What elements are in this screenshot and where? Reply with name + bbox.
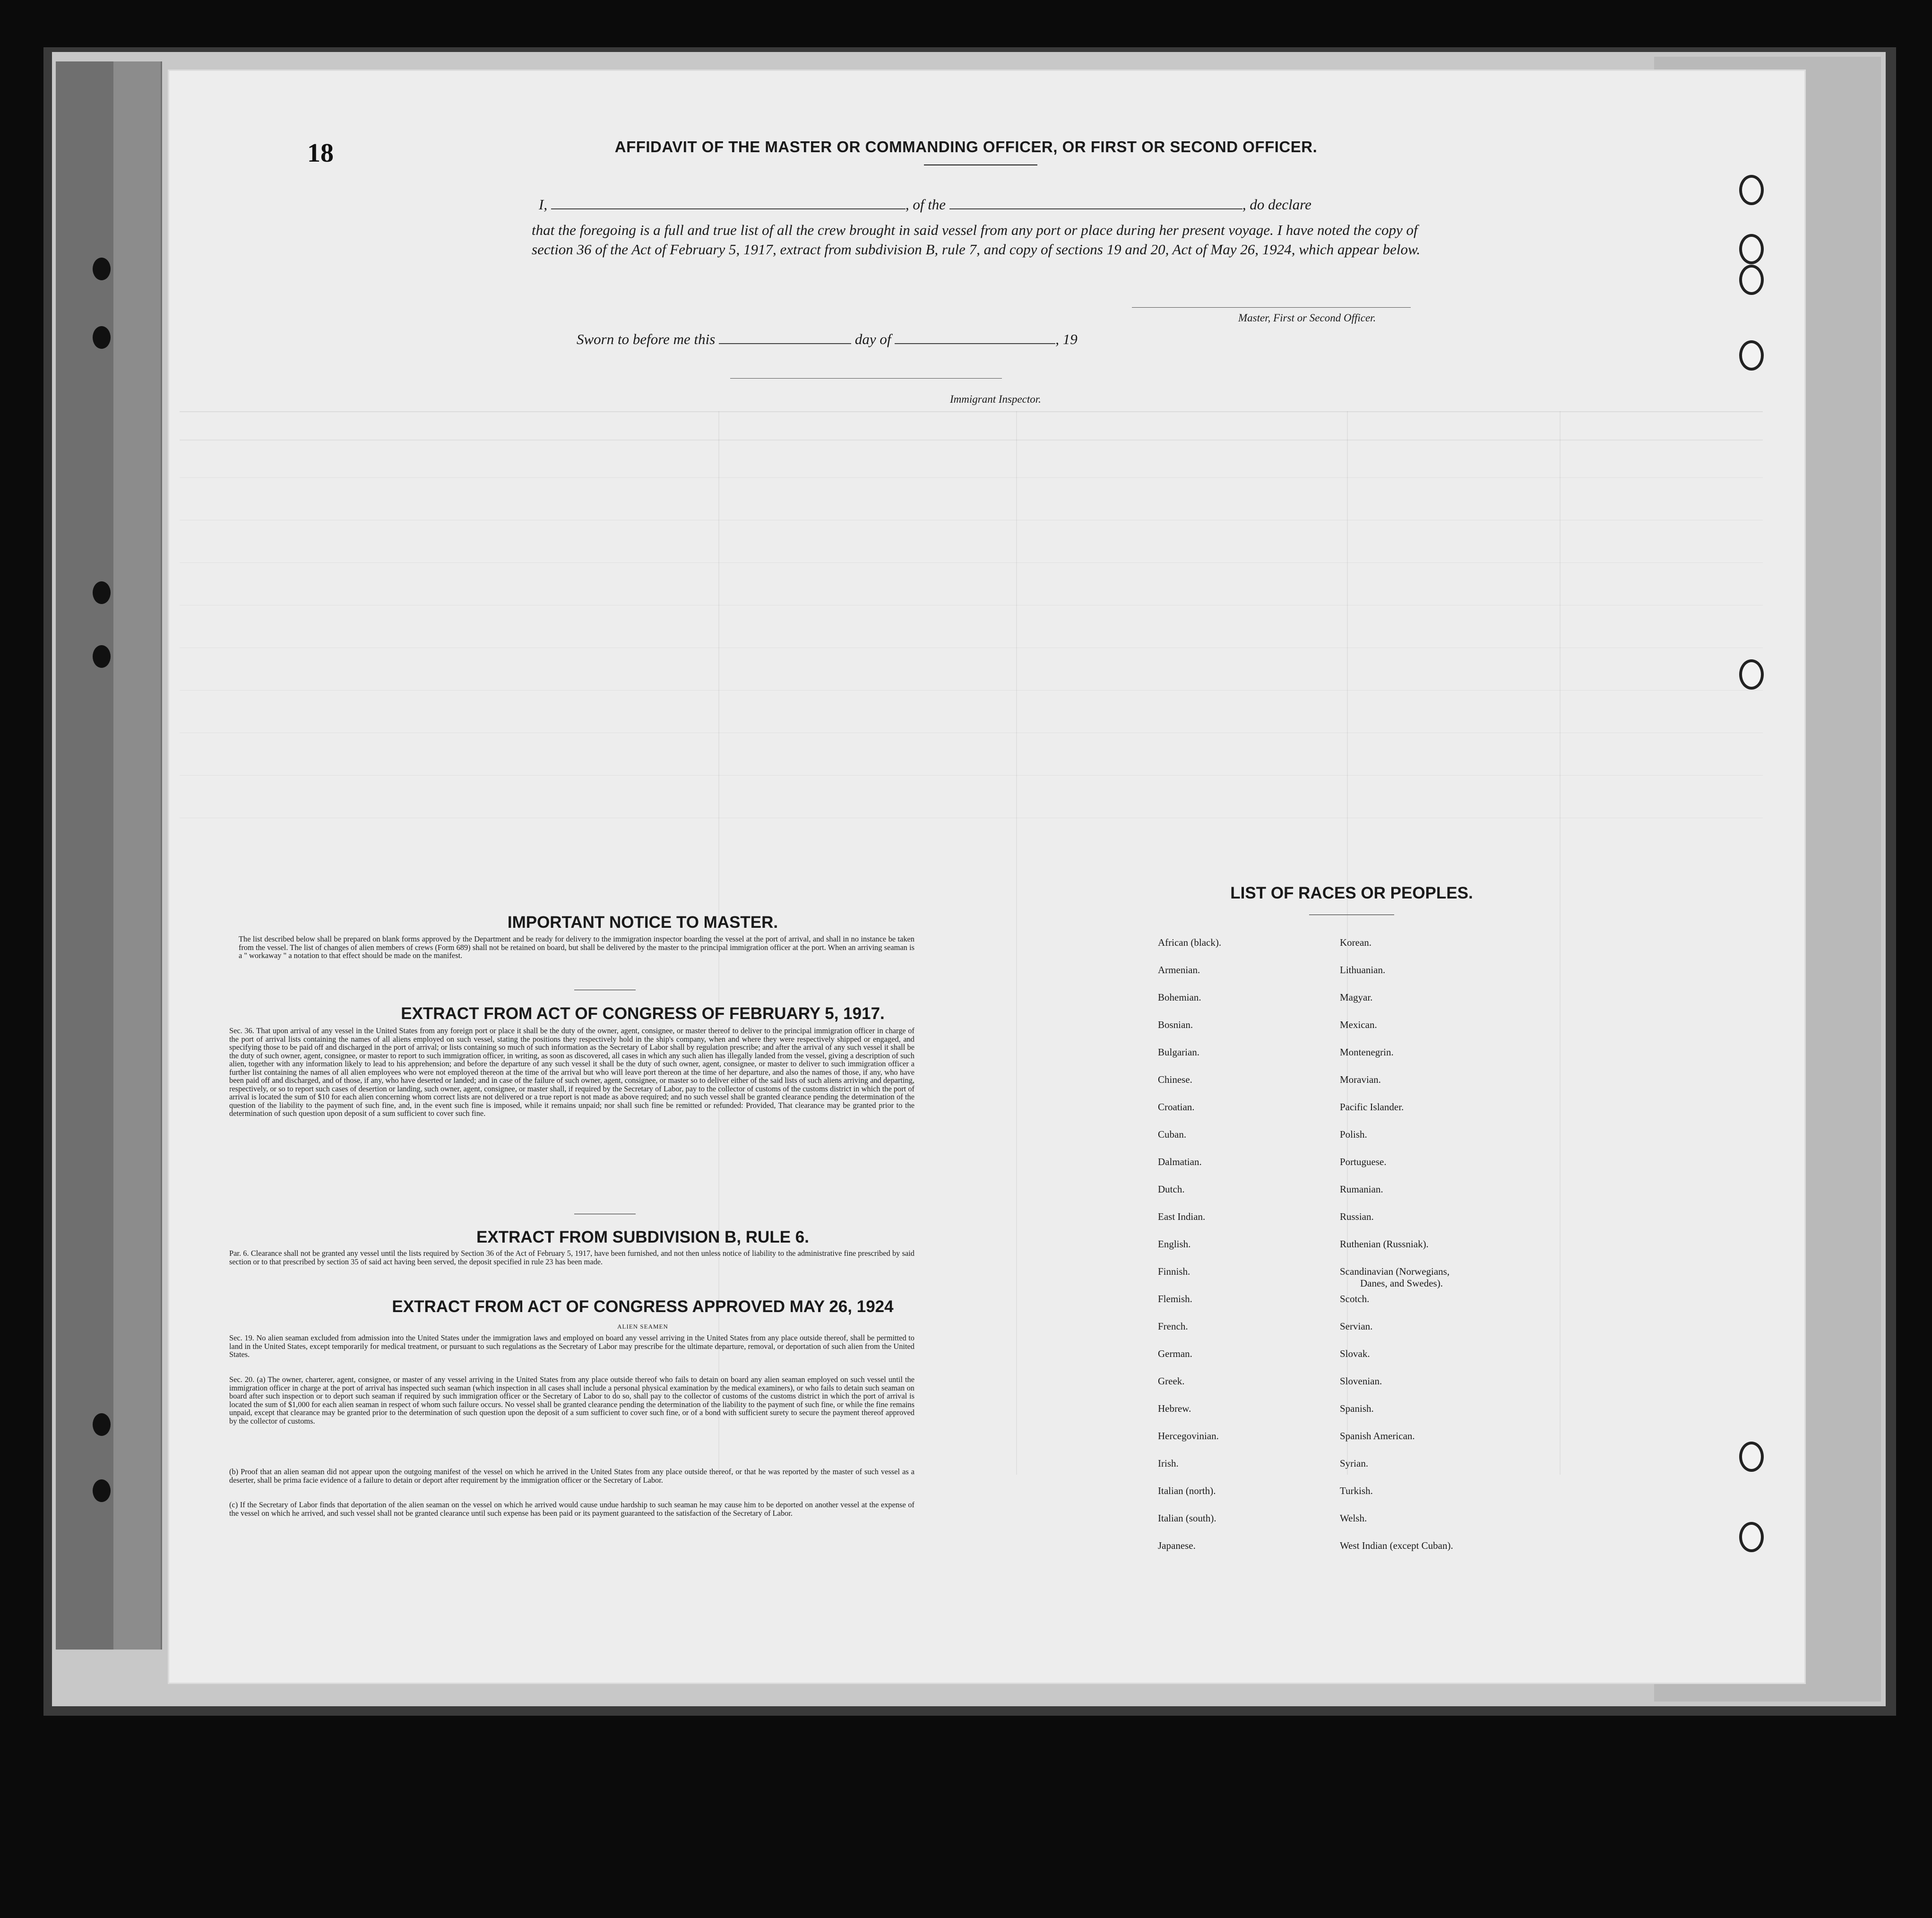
- race-item: Hercegovinian.: [1158, 1430, 1219, 1442]
- race-item: Polish.: [1340, 1129, 1367, 1140]
- race-item: Japanese.: [1158, 1540, 1196, 1551]
- punch-hole-icon: [1739, 1442, 1764, 1472]
- race-item: Turkish.: [1340, 1485, 1373, 1496]
- binding-strip-inner: [113, 61, 161, 1650]
- race-item: Spanish.: [1340, 1403, 1374, 1414]
- race-item: Italian (south).: [1158, 1512, 1216, 1524]
- race-item: Flemish.: [1158, 1293, 1192, 1305]
- binding-hole-icon: [93, 258, 111, 280]
- race-item: Slovak.: [1340, 1348, 1370, 1359]
- race-item: Chinese.: [1158, 1074, 1192, 1085]
- binding-hole-icon: [93, 645, 111, 668]
- race-item: Dalmatian.: [1158, 1156, 1202, 1167]
- manifest-page: [169, 71, 1804, 1683]
- race-item: West Indian (except Cuban).: [1340, 1540, 1453, 1551]
- race-item: Croatian.: [1158, 1101, 1195, 1113]
- extract-1924-subtitle: ALIEN SEAMEN: [617, 1323, 668, 1330]
- race-item: Scotch.: [1340, 1293, 1370, 1305]
- punch-hole-icon: [1739, 340, 1764, 371]
- race-item: Irish.: [1158, 1458, 1179, 1469]
- extract-1924-title: EXTRACT FROM ACT OF CONGRESS APPROVED MAY 26, 1924: [392, 1297, 894, 1316]
- race-item: Portuguese.: [1340, 1156, 1387, 1167]
- race-item: Lithuanian.: [1340, 964, 1386, 976]
- race-item: Rumanian.: [1340, 1184, 1383, 1195]
- sworn-line: [577, 331, 1078, 348]
- race-item: African (black).: [1158, 937, 1222, 948]
- race-item: Russian.: [1340, 1211, 1374, 1222]
- race-item: Hebrew.: [1158, 1403, 1191, 1414]
- race-item: Servian.: [1340, 1321, 1373, 1332]
- race-item: Cuban.: [1158, 1129, 1187, 1140]
- affidavit-title: AFFIDAVIT OF THE MASTER OR COMMANDING OFFICER, OR FIRST OR SECOND OFFICER.: [614, 138, 1318, 156]
- vessel-blank[interactable]: [949, 208, 1242, 209]
- extract-1924-sec20c: (c) If the Secretary of Labor finds that deportation of the alien seaman on the vessel on which he arrived would cause undue hardship to such seaman he may cause him to be deported on another vessel at the expense of the vessel on which he arrived, and such vessel shall not be granted clearance until such expense has been paid or its payment guaranteed to the satisfaction of the Secretary of Labor.: [229, 1500, 914, 1518]
- race-item: Syrian.: [1340, 1458, 1369, 1469]
- name-blank[interactable]: [551, 208, 906, 209]
- race-item: Korean.: [1340, 937, 1372, 948]
- race-item: Slovenian.: [1340, 1375, 1382, 1387]
- race-item: Moravian.: [1340, 1074, 1381, 1085]
- race-item: Magyar.: [1340, 992, 1373, 1003]
- extract-rule6-body: Par. 6. Clearance shall not be granted any vessel until the lists required by Section 36 of the Act of February 5, 1917, have been furnished, and not then unless notice of liability to the administrative fine prescribed by said section or to that prescribed by section 35 of said act having been served, the deposit specified in rule 23 has been made.: [229, 1249, 914, 1266]
- extract-1917-title: EXTRACT FROM ACT OF CONGRESS OF FEBRUARY 5, 1917.: [401, 1004, 885, 1023]
- day-blank[interactable]: [719, 343, 851, 344]
- race-item: Bohemian.: [1158, 992, 1201, 1003]
- race-item: Finnish.: [1158, 1266, 1190, 1277]
- notice-title: IMPORTANT NOTICE TO MASTER.: [507, 913, 778, 932]
- day-of-label: day of: [854, 331, 891, 347]
- punch-hole-icon: [1739, 175, 1764, 205]
- race-item: Mexican.: [1340, 1019, 1377, 1030]
- race-item: Montenegrin.: [1340, 1046, 1394, 1058]
- extract-rule6-title: EXTRACT FROM SUBDIVISION B, RULE 6.: [476, 1228, 809, 1246]
- race-item: East Indian.: [1158, 1211, 1206, 1222]
- signature-line[interactable]: [1132, 307, 1411, 308]
- race-item: Danes, and Swedes).: [1360, 1278, 1443, 1289]
- race-item: Ruthenian (Russniak).: [1340, 1238, 1429, 1250]
- binding-hole-icon: [93, 1413, 111, 1436]
- of-the-label: , of the: [905, 196, 946, 213]
- inspector-signature-line[interactable]: [730, 378, 1002, 379]
- race-item: Italian (north).: [1158, 1485, 1216, 1496]
- extract-1917-body: Sec. 36. That upon arrival of any vessel in the United States from any foreign port or place it shall be the duty of the owner, agent, consignee, or master thereof to deliver to the principal immigration officer in charge of the port of arrival lists containing the names of all aliens employed on such vessel, stating the positions they respectively hold in the ship's company, when and where they were respectively shipped or engaged, and specifying those to be paid off and discharged in the port of arrival; or lists containing so much of such information as the Secretary of Labor shall by regulation prescribe; and after the arrival of any such vessel it shall be the duty of such owner, agent, consignee, or master to report to such immigration officer, in writing, as soon as discovered, all cases in which any such alien has illegally landed from the vessel, giving a description of such alien, together with any information likely to lead to his apprehension; and before the departure of any such vessel it shall be the duty of such owner, agent, consignee, or master to deliver to such immigration officer a further list containing the names of all alien employees who were not employed thereon at the time of the arrival but who will leave port thereon at the time of her departure, and also the names of those, if any, who have been paid off and discharged, and of those, if any, who have deserted or landed; and in case of the failure of such owner, agent, consignee, or master so to deliver either of the said lists of such aliens arriving and departing, respectively, or so to report such cases of desertion or landing, such owner, agent, consignee, or master shall, if required by the Secretary of Labor, pay to the collector of customs of the customs district in which the port of arrival is located the sum of $10 for each alien concerning whom correct lists are not delivered or a true report is not made as above required; and no such vessel shall be granted clearance pending the determination of the question of the liability to the payment of such fine, and, in the event such fine is imposed, while it remains unpaid; nor shall such fine be remitted or refunded: Provided, That clearance may be granted prior to the determination of such question upon deposit of a sum sufficient to cover such fine.: [229, 1026, 914, 1118]
- month-blank[interactable]: [895, 343, 1055, 344]
- extract-1924-sec19: Sec. 19. No alien seaman excluded from admission into the United States under the immigration laws and employed on board any vessel arriving in the United States from any place outside thereof, shall be permitted to land in the United States, except temporarily for medical treatment, or pursuant to such regulations as the Secretary of Labor may prescribe for the ultimate departure, removal, or deportation of such alien from the United States.: [229, 1333, 914, 1359]
- declaration-line: [539, 196, 1437, 213]
- do-declare-label: , do declare: [1242, 196, 1311, 213]
- race-item: Bosnian.: [1158, 1019, 1193, 1030]
- race-item: Welsh.: [1340, 1512, 1367, 1524]
- extract-1924-sec20b: (b) Proof that an alien seaman did not appear upon the outgoing manifest of the vessel on which he arrived in the United States from any place outside thereof, or that he was reported by the master of such vessel as a deserter, shall be prima facie evidence of a failure to detain or deport after requirement by the immigration officer or the Secretary of Labor.: [229, 1467, 914, 1485]
- races-title: LIST OF RACES OR PEOPLES.: [1230, 884, 1473, 902]
- punch-hole-icon: [1739, 234, 1764, 264]
- race-item: Armenian.: [1158, 964, 1200, 976]
- race-item: German.: [1158, 1348, 1192, 1359]
- sworn-prefix: Sworn to before me this: [577, 331, 716, 347]
- race-item: Bulgarian.: [1158, 1046, 1200, 1058]
- punch-hole-icon: [1739, 659, 1764, 690]
- race-item: Greek.: [1158, 1375, 1185, 1387]
- race-item: Scandinavian (Norwegians,: [1340, 1266, 1450, 1277]
- page-number: 18: [307, 138, 334, 168]
- notice-body: The list described below shall be prepared on blank forms approved by the Department and be ready for delivery to the immigration inspector boarding the vessel at the port of arrival, and shall in no instance be taken from the vessel. The list of changes of alien members of crews (Form 689) shall not be retained on board, but shall be delivered by the master to the principal immigration officer at the port. When an arriving seaman is a " workaway " a notation to that effect should be made on the manifest.: [239, 934, 914, 960]
- punch-hole-icon: [1739, 1522, 1764, 1552]
- race-item: Dutch.: [1158, 1184, 1185, 1195]
- title-rule: [924, 164, 1037, 165]
- declaration-body: that the foregoing is a full and true list of all the crew brought in said vessel from any port or place during her present voyage. I have noted the copy of section 36 of the Act of February 5, 1917, extract from subdivision B, rule 7, and copy of sections 19 and 20, Act of May 26, 1924, which appear below.: [532, 222, 1421, 258]
- binding-hole-icon: [93, 581, 111, 604]
- inspector-caption: Immigrant Inspector.: [950, 393, 1041, 405]
- race-item: English.: [1158, 1238, 1191, 1250]
- extract-1924-sec20a: Sec. 20. (a) The owner, charterer, agent, consignee, or master of any vessel arriving in the United States from any place outside thereof who fails to detain on board any alien seaman employed on such vessel until the immigration officer in charge at the port of arrival has inspected such seaman (which inspection in all cases shall include a personal physical examination by the medical examiners), or who fails to detain such seaman on board after such inspection or to deport such seaman if required by such immigration officer or the Secretary of Labor to do so, shall pay to the collector of customs of the customs district in which the port of arrival is located the sum of $1,000 for each alien seaman in respect of whom such failure occurs. No vessel shall be granted clearance pending the determination of the liability to the payment of such fine, or while the fine remains unpaid, except that clearance may be granted prior to the determination of such question upon the deposit of a sum sufficient to cover such fine, or of a bond with sufficient surety to secure the payment thereof approved by the collector of customs.: [229, 1375, 914, 1426]
- binding-hole-icon: [93, 1479, 111, 1502]
- race-item: French.: [1158, 1321, 1188, 1332]
- punch-hole-icon: [1739, 265, 1764, 295]
- year-prefix: , 19: [1055, 331, 1078, 347]
- binding-hole-icon: [93, 326, 111, 349]
- signature-caption: Master, First or Second Officer.: [1238, 312, 1376, 324]
- race-item: Pacific Islander.: [1340, 1101, 1404, 1113]
- race-item: Spanish American.: [1340, 1430, 1415, 1442]
- declaration-start: I,: [539, 196, 548, 213]
